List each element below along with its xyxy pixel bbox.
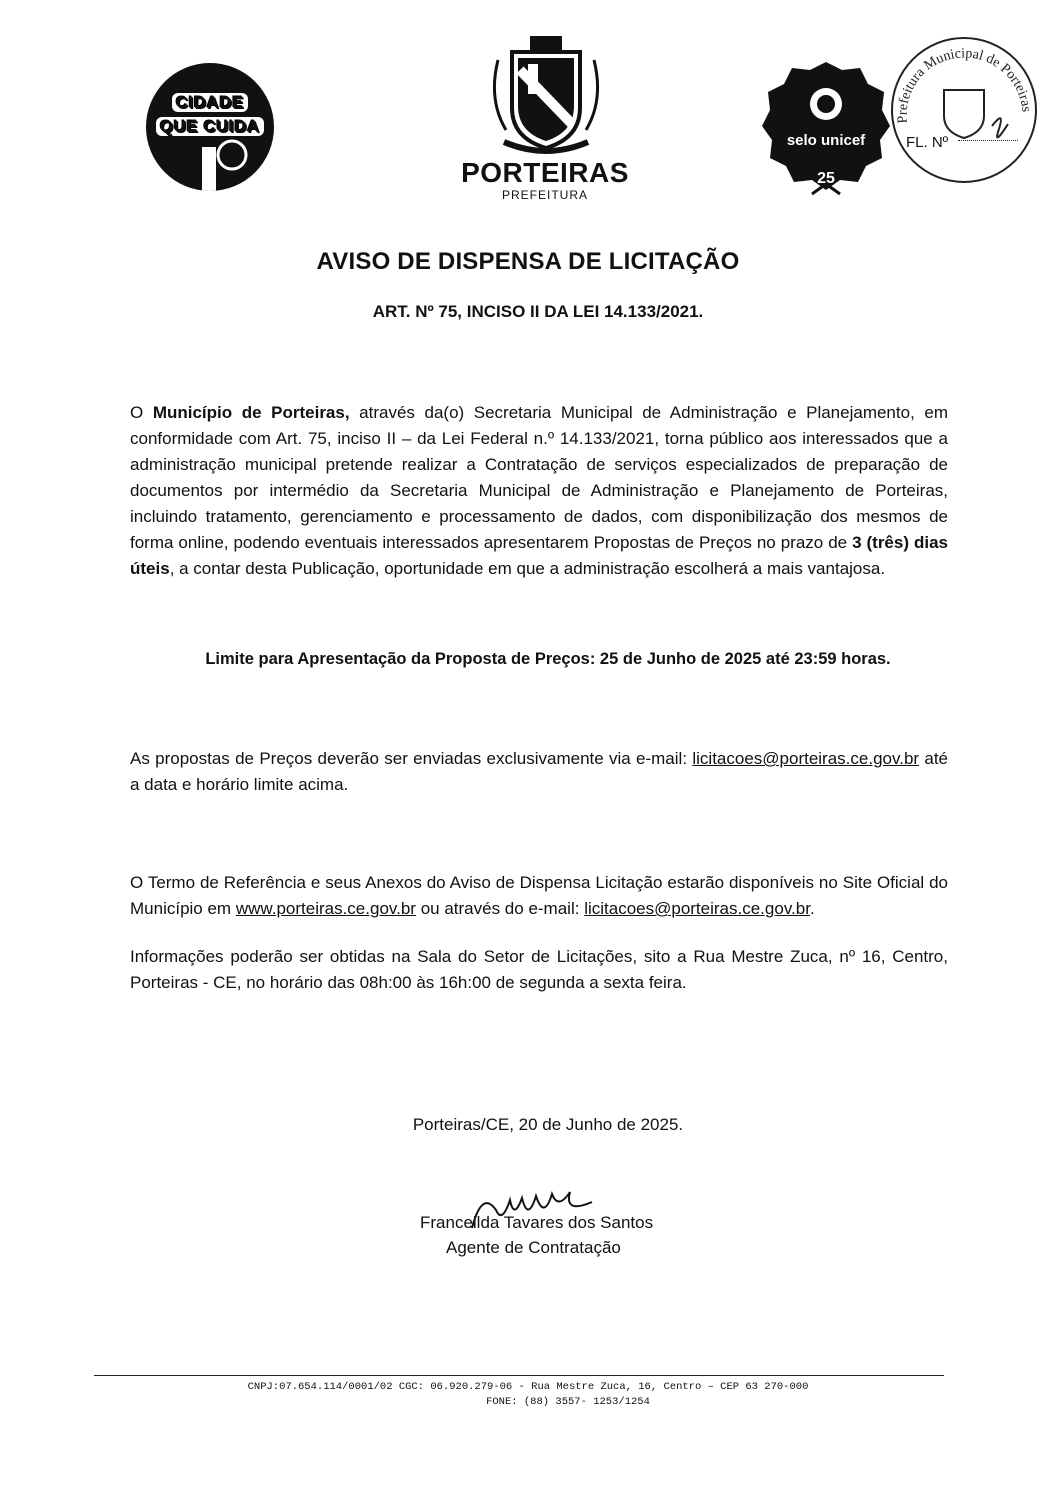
- footer-line-2: FONE: (88) 3557- 1253/1254: [486, 1396, 650, 1408]
- p3-text-3: .: [809, 899, 815, 918]
- paragraph-documents: [130, 870, 948, 922]
- p1-prefix: O: [130, 403, 153, 422]
- document-subtitle: ART. Nº 75, INCISO II DA LEI 14.133/2021.: [372, 302, 704, 321]
- brand-name: PORTEIRAS: [461, 157, 629, 188]
- porteiras-coat-of-arms-icon: [484, 30, 608, 158]
- p1-bold-prazo: 3 (três) dias úteis: [130, 533, 948, 578]
- paragraph-submission: [130, 746, 948, 798]
- paragraph-information: Informações poderão ser obtidas na Sala do Setor de Licitações, sito a Rua Mestre Zuca, nº 16, Centro, Porteiras - CE, no horário das 08h:00 às 16h:00 de segunda a sexta feira.: [130, 947, 948, 992]
- cidade-que-cuida-logo: [146, 63, 274, 191]
- email-link-2[interactable]: licitacoes@porteiras.ce.gov.br: [584, 899, 810, 918]
- unicef-number: 25: [817, 170, 835, 187]
- heart-shape-icon: [146, 63, 274, 191]
- signer-name: Franceilda Tavares dos Santos: [420, 1213, 654, 1232]
- deadline-line: Limite para Apresentação da Proposta de Preços: 25 de Junho de 2025 até 23:59 horas.: [205, 650, 891, 668]
- selo-unicef-badge: [762, 60, 890, 200]
- footer-divider: [94, 1375, 944, 1376]
- municipal-stamp: [882, 28, 1042, 183]
- document-date: Porteiras/CE, 20 de Junho de 2025.: [412, 1115, 684, 1134]
- logo-line-2: QUE CUIDA: [156, 117, 264, 136]
- p2-text-2: até a data e horário limite acima.: [130, 749, 948, 794]
- stamp-ring-text: Prefeitura Municipal de Porteiras: [895, 46, 1034, 124]
- footer-line-1: CNPJ:07.654.114/0001/02 CGC: 06.920.279-06 - Rua Mestre Zuca, 16, Centro – CEP 63 270-000: [247, 1381, 809, 1393]
- p2-text-1: As propostas de Preços deverão ser enviadas exclusivamente via e-mail:: [130, 749, 693, 768]
- email-link[interactable]: licitacoes@porteiras.ce.gov.br: [692, 749, 920, 768]
- signer-role: Agente de Contratação: [446, 1238, 621, 1257]
- document-title: AVISO DE DISPENSA DE LICITAÇÃO: [316, 248, 740, 275]
- unicef-label: selo unicef: [786, 132, 866, 149]
- p3-text-1: O Termo de Referência e seus Anexos do Aviso de Dispensa Licitação estarão disponíveis no Site Oficial do Município em: [130, 873, 948, 918]
- p1-bold-municipio: Município de Porteiras,: [152, 403, 350, 422]
- p1-text-1: através da(o) Secretaria Municipal de Administração e Planejamento, em conformidade com Art. 75, inciso II – da Lei Federal n.º 14.133/2021, torna público aos interessados que a administração municipal pretende realizar a Contratação de serviços especializados de preparação de documentos por intermédio da Secretaria Municipal de Administração e Planejamento de Porteiras, incluindo tratamento, gerenciamento e processamento de dados, com disponibilização dos mesmos de forma online, podendo eventuais interessados apresentarem Propostas de Preços no prazo de: [130, 403, 948, 552]
- stamp-fl-line: [958, 140, 1018, 141]
- stamp-fl-label: FL. Nº: [906, 134, 949, 151]
- logo-line-1: CIDADE: [172, 93, 248, 112]
- website-link[interactable]: www.porteiras.ce.gov.br: [235, 899, 416, 918]
- p3-text-2: ou através do e-mail:: [415, 899, 585, 918]
- stamp-ring-icon: [882, 28, 1042, 183]
- p1-text-2: , a contar desta Publicação, oportunidade em que a administração escolherá a mais vantajosa.: [169, 559, 886, 578]
- brand-block: [440, 158, 650, 202]
- brand-subtitle: PREFEITURA: [501, 188, 588, 202]
- paragraph-intro: [130, 400, 948, 582]
